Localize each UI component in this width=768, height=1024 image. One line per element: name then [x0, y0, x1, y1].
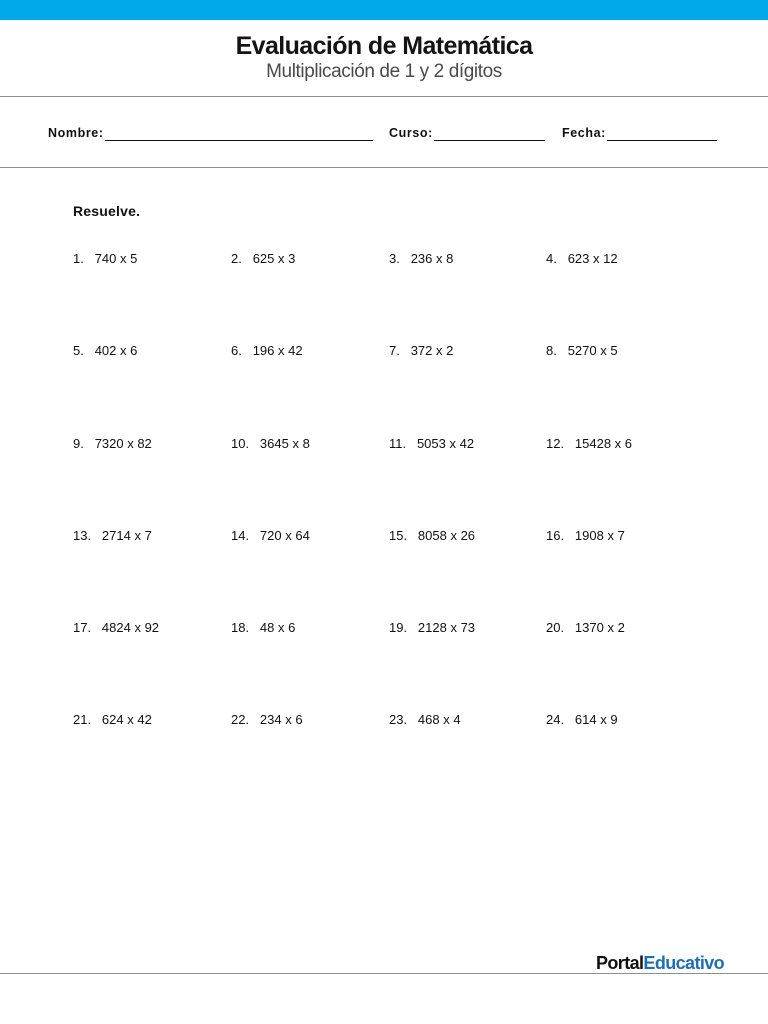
exercise-expression: 624 x 42 [101, 712, 152, 727]
exercise-expression: 236 x 8 [410, 251, 454, 266]
exercise-expression: 2714 x 7 [101, 528, 152, 543]
exercise-number: 14. [231, 528, 250, 543]
nombre-blank-line[interactable] [105, 128, 373, 141]
logo-educativo-text: Educativo [643, 953, 725, 973]
exercise-expression: 3645 x 8 [259, 436, 310, 451]
exercise-number: 12. [546, 436, 565, 451]
fecha-label: Fecha: [562, 126, 606, 140]
exercise-item [546, 343, 618, 359]
exercise-item [73, 528, 152, 544]
exercise-number: 1. [73, 251, 84, 266]
exercise-number: 24. [546, 712, 565, 727]
exercise-expression: 2128 x 73 [417, 620, 476, 635]
exercise-number: 10. [231, 436, 250, 451]
exercise-item [231, 620, 295, 636]
exercise-expression: 5270 x 5 [567, 343, 618, 358]
exercise-expression: 740 x 5 [94, 251, 138, 266]
exercise-number: 5. [73, 343, 84, 358]
exercise-number: 13. [73, 528, 92, 543]
exercise-item [546, 620, 625, 636]
exercise-number: 9. [73, 436, 84, 451]
exercise-item [546, 251, 618, 267]
exercise-expression: 1908 x 7 [574, 528, 625, 543]
exercise-number: 15. [389, 528, 408, 543]
exercise-item [73, 620, 159, 636]
exercise-expression: 1370 x 2 [574, 620, 625, 635]
exercise-item [389, 251, 453, 267]
exercise-item [231, 436, 310, 452]
exercise-item [389, 620, 475, 636]
exercise-item [389, 343, 453, 359]
exercise-expression: 402 x 6 [94, 343, 138, 358]
exercise-expression: 625 x 3 [252, 251, 296, 266]
exercise-number: 6. [231, 343, 242, 358]
exercise-expression: 623 x 12 [567, 251, 618, 266]
exercise-expression: 614 x 9 [574, 712, 618, 727]
exercise-item [73, 436, 152, 452]
portal-educativo-logo [596, 952, 724, 974]
exercise-expression: 196 x 42 [252, 343, 303, 358]
exercise-item [231, 712, 303, 728]
nombre-label: Nombre: [48, 126, 104, 140]
nombre-field[interactable] [48, 125, 373, 141]
exercise-number: 18. [231, 620, 250, 635]
exercise-number: 23. [389, 712, 408, 727]
page-subtitle: Multiplicación de 1 y 2 dígitos [266, 61, 502, 82]
exercise-expression: 720 x 64 [259, 528, 310, 543]
exercise-item [231, 251, 295, 267]
exercise-expression: 7320 x 82 [94, 436, 152, 451]
exercise-number: 4. [546, 251, 557, 266]
exercise-item [389, 436, 474, 452]
exercise-number: 2. [231, 251, 242, 266]
curso-blank-line[interactable] [434, 128, 545, 141]
exercise-number: 22. [231, 712, 250, 727]
exercise-expression: 48 x 6 [259, 620, 296, 635]
exercise-expression: 234 x 6 [259, 712, 303, 727]
curso-label: Curso: [389, 126, 433, 140]
exercise-number: 17. [73, 620, 92, 635]
exercise-item [546, 712, 618, 728]
exercise-number: 7. [389, 343, 400, 358]
exercise-item [389, 712, 461, 728]
fields-divider [0, 167, 768, 168]
exercise-expression: 5053 x 42 [416, 436, 475, 451]
exercise-number: 8. [546, 343, 557, 358]
exercise-item [389, 528, 475, 544]
exercise-item [73, 712, 152, 728]
exercise-item [231, 343, 303, 359]
exercise-expression: 468 x 4 [417, 712, 461, 727]
top-accent-bar [0, 0, 768, 20]
fecha-blank-line[interactable] [607, 128, 717, 141]
exercise-number: 16. [546, 528, 565, 543]
exercise-item [73, 343, 137, 359]
page-title: Evaluación de Matemática [235, 32, 533, 60]
exercise-expression: 372 x 2 [410, 343, 454, 358]
exercise-expression: 4824 x 92 [101, 620, 160, 635]
exercise-expression: 15428 x 6 [574, 436, 633, 451]
exercise-item [546, 436, 632, 452]
exercise-number: 11. [389, 436, 407, 451]
exercise-number: 3. [389, 251, 400, 266]
curso-field[interactable] [389, 125, 545, 141]
exercise-item [546, 528, 625, 544]
exercise-item [231, 528, 310, 544]
logo-portal-text: Portal [596, 953, 644, 973]
exercise-number: 19. [389, 620, 408, 635]
instruction-text: Resuelve. [73, 203, 141, 219]
exercise-expression: 8058 x 26 [417, 528, 476, 543]
exercise-number: 21. [73, 712, 92, 727]
header-divider [0, 96, 768, 97]
exercise-item [73, 251, 137, 267]
exercise-number: 20. [546, 620, 565, 635]
fecha-field[interactable] [562, 125, 717, 141]
